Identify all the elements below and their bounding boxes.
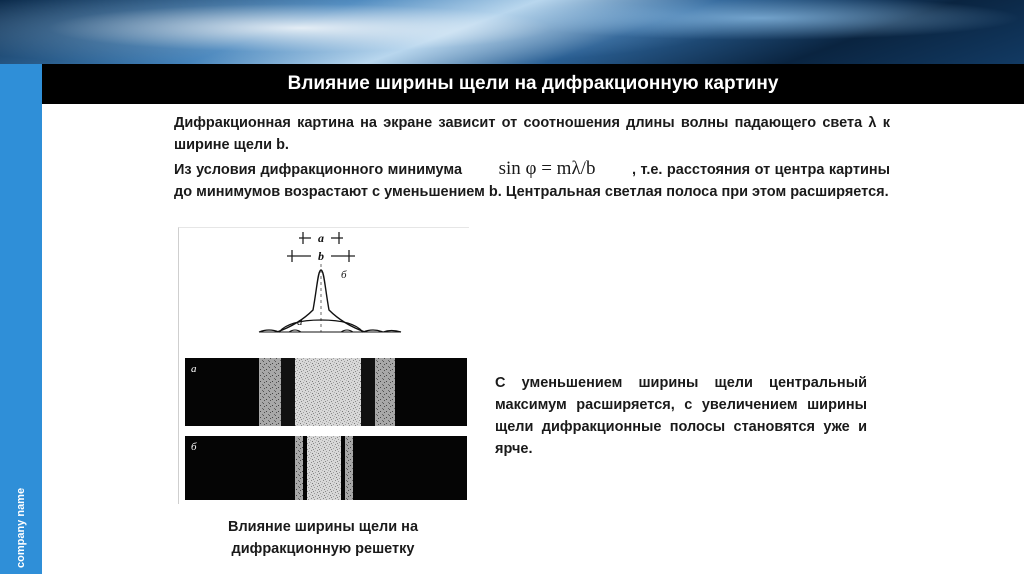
title-bar [42, 64, 1024, 104]
paragraph-condition [174, 158, 890, 203]
label-a: a [318, 231, 324, 245]
diffraction-strip-a [185, 358, 467, 426]
strip-label-b: б [191, 441, 197, 453]
paragraph-condition-start: Из условия дифракционного минимума [174, 162, 463, 178]
figure-caption: Влияние ширины щели на дифракционную решетку [227, 519, 419, 557]
paragraph-intro: Дифракционная картина на экране зависит от соотношения длины волны падающего света λ к ширине щели b. [174, 115, 890, 153]
label-b: b [318, 249, 324, 263]
slide-title: Влияние ширины щели на дифракционную картину [287, 73, 779, 94]
company-name: company name [15, 487, 27, 568]
curve-label-a: a [297, 316, 303, 328]
paragraph-condition-end: , т.е. расстояния от центра картины до минимумов возрастают с уменьшением b. Центральная светлая полоса при этом расширяется. [174, 162, 891, 200]
strip-label-a: а [191, 363, 197, 375]
header-banner [0, 0, 1024, 64]
label-delta: б [341, 269, 347, 281]
intensity-curves [259, 270, 401, 332]
minimum-formula: sin φ = mλ/b [498, 158, 596, 179]
diffraction-illustration [179, 228, 469, 504]
diffraction-strip-b [185, 436, 467, 500]
diffraction-figure [178, 227, 469, 504]
side-explanation: С уменьшением ширины щели центральный максимум расширяется, с увеличением ширины щели дифракционные полосы становятся уже и ярче. [495, 375, 867, 457]
